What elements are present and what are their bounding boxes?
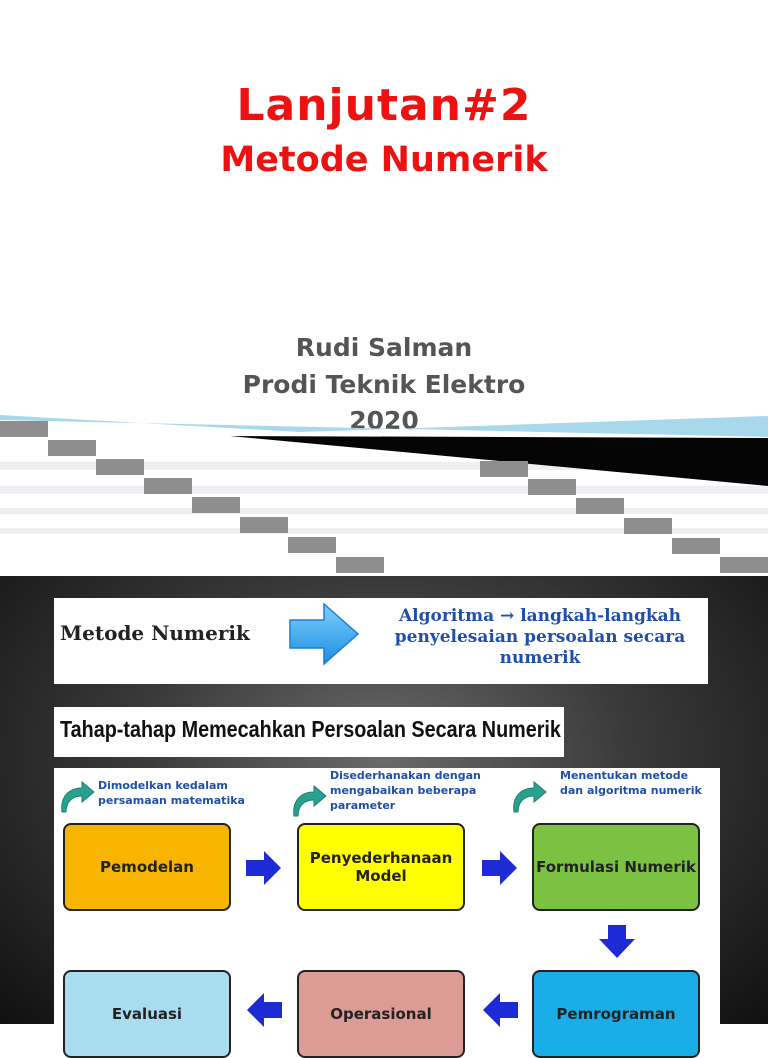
flow-arrow-left-icon — [246, 992, 284, 1028]
step-penyederhanaan-model: Penyederhanaan Model — [297, 823, 465, 911]
step-pemrograman — [532, 970, 700, 1058]
stages-title: Tahap-tahap Memecahkan Persoalan Secara Numerik — [60, 716, 561, 742]
step-operasional — [297, 970, 465, 1058]
step-pemrograman-label: Pemrograman — [556, 1005, 676, 1023]
curved-arrow-icon — [288, 784, 328, 818]
step-pemodelan: Pemodelan — [63, 823, 231, 911]
author-name: Rudi Salman — [295, 333, 473, 362]
step-operasional-label: Operasional — [330, 1005, 432, 1023]
step-formulasi-numerik: Formulasi Numerik — [532, 823, 700, 911]
definition-text: Algoritma → langkah-langkah penyelesaian persoalan secara numerik — [394, 606, 686, 668]
slide-title: Lanjutan#2 — [236, 80, 532, 131]
note-formulasi: Menentukan metode dan algoritma numerik — [560, 769, 702, 797]
step-evaluasi — [63, 970, 231, 1058]
right-arrow-icon — [288, 602, 360, 666]
flow-arrow-right-icon — [244, 850, 282, 886]
flow-arrow-left-icon — [482, 992, 520, 1028]
flow-arrow-right-icon — [480, 850, 518, 886]
flow-arrow-down-icon — [598, 923, 636, 959]
author-year: 2020 — [349, 406, 419, 435]
note-penyederhanaan: Disederhanakan dengan mengabaikan beberapa parameter — [330, 769, 481, 812]
curved-arrow-icon — [56, 780, 96, 814]
note-pemodelan: Dimodelkan kedalam persamaan matematika — [98, 779, 245, 807]
curved-arrow-icon — [508, 780, 548, 814]
slide-subtitle: Metode Numerik — [220, 140, 548, 180]
step-evaluasi-label: Evaluasi — [111, 1005, 183, 1023]
definition-label: Metode Numerik — [60, 621, 250, 645]
author-department: Prodi Teknik Elektro — [242, 370, 526, 399]
decorative-band — [0, 400, 768, 576]
